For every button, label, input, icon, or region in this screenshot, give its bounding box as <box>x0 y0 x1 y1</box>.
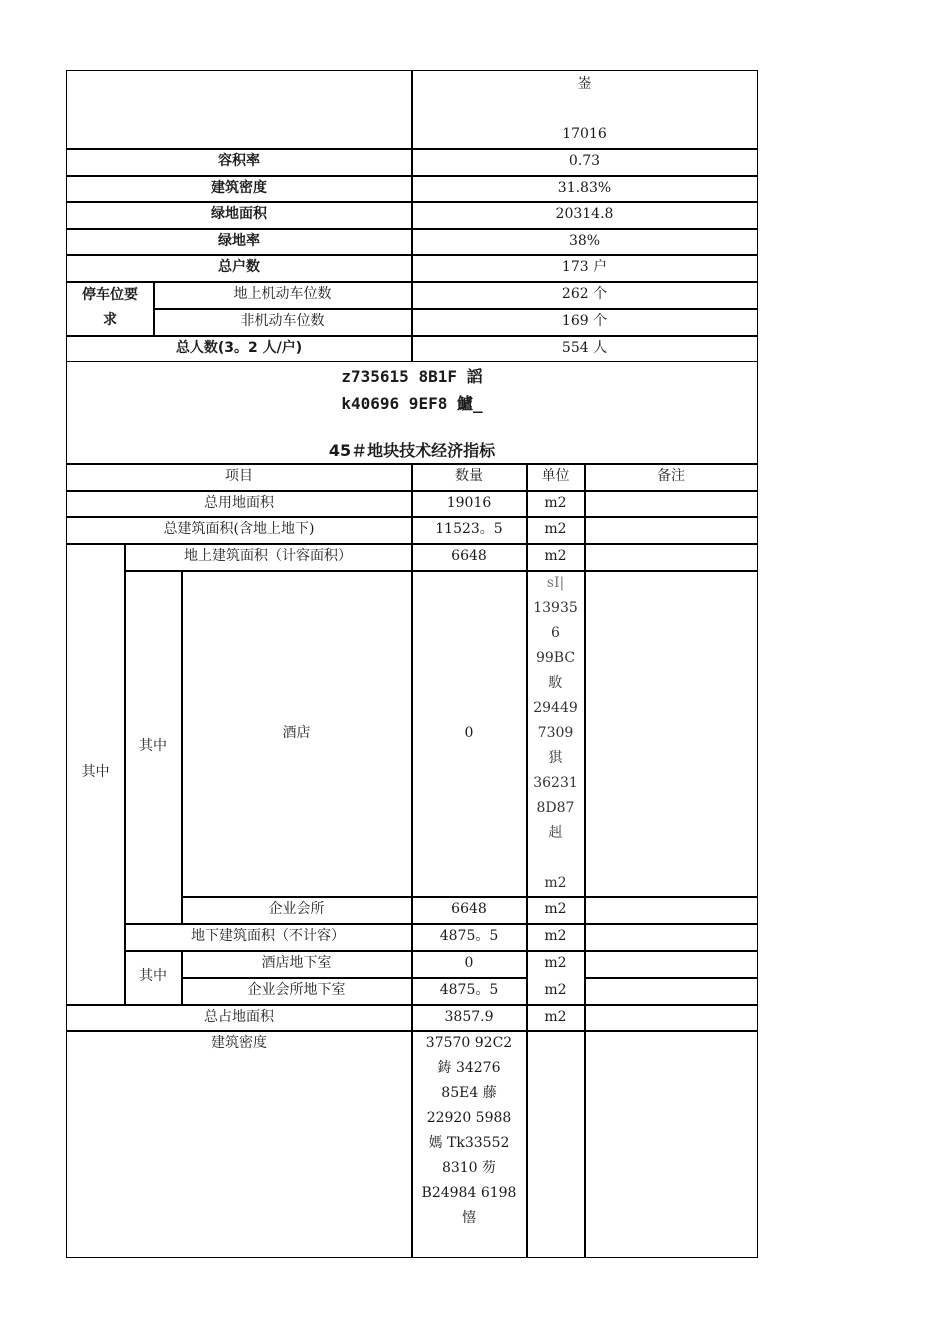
hotel-basement-label: 酒店地下室 <box>261 955 332 971</box>
far-value: 0.73 <box>568 153 601 169</box>
header-right-line: 17016 <box>562 126 607 142</box>
hotel-unit-line: 29449 <box>533 700 578 716</box>
density-label: 建筑密度 <box>211 180 267 196</box>
hotel-unit-line: 8D87 <box>536 800 575 816</box>
motor-parking-label: 地上机动车位数 <box>233 286 332 302</box>
row-line <box>124 570 758 572</box>
nonmotor-parking-value: 169 个 <box>561 313 608 329</box>
parking-group-label-2: 求 <box>103 312 117 328</box>
far-label: 容积率 <box>218 153 260 169</box>
hotel-unit-line: m2 <box>544 875 567 891</box>
green-area-label: 绿地面积 <box>211 206 267 222</box>
hotel-unit-line: 13935 <box>533 600 578 616</box>
group-inner1-divider <box>181 570 183 923</box>
club-value: 6648 <box>451 901 487 917</box>
motor-parking-value: 262 个 <box>561 286 608 302</box>
hotel-basement-unit: m2 <box>544 955 567 971</box>
club-basement-label: 企业会所地下室 <box>247 982 346 998</box>
total-building-unit: m2 <box>544 521 567 537</box>
hotel-unit-line: 6 <box>551 625 560 641</box>
hotel-unit-line: 猉 <box>548 750 563 766</box>
title-garbled-line-1: z735615 8B1F 謟 <box>341 367 483 386</box>
page-title: 45＃地块技术经济指标 <box>328 441 496 460</box>
header-quantity: 数量 <box>455 468 483 484</box>
club-basement-value: 4875。5 <box>439 982 499 998</box>
row-line <box>584 977 758 979</box>
above-ground-unit: m2 <box>544 548 567 564</box>
underground-label: 地下建筑面积（不计容） <box>191 928 345 944</box>
hotel-unit-line: 赳 <box>548 825 563 841</box>
density-value-line: 8310 芴 <box>441 1160 497 1176</box>
total-land-unit: m2 <box>544 495 567 511</box>
density-value-line: B24984 6198 <box>421 1185 517 1201</box>
hotel-unit-line: 7309 <box>537 725 574 741</box>
households-value: 173 户 <box>561 259 608 275</box>
green-rate-value: 38% <box>568 233 601 249</box>
hotel-value: 0 <box>464 725 474 741</box>
header-note: 备注 <box>657 468 685 484</box>
density-value-line: 37570 92C2 <box>425 1035 513 1051</box>
group-inner2-label: 其中 <box>139 968 167 984</box>
club-label: 企业会所 <box>268 901 325 917</box>
underground-value: 4875。5 <box>439 928 499 944</box>
nonmotor-parking-label: 非机动车位数 <box>240 313 325 329</box>
density-value: 31.83% <box>557 180 612 196</box>
header-right-cell <box>412 72 757 147</box>
header-right-line <box>412 97 757 122</box>
above-ground-value: 6648 <box>451 548 487 564</box>
hotel-unit-line: 駇 <box>548 675 563 691</box>
green-area-value: 20314.8 <box>555 206 614 222</box>
density-value-line: 憘 <box>462 1210 476 1226</box>
hotel-unit-line: 36231 <box>533 775 578 791</box>
footprint-value: 3857.9 <box>444 1009 494 1025</box>
hotel-unit-line: sI| <box>546 575 565 591</box>
total-land-label: 总用地面积 <box>204 495 274 511</box>
density-value-line: 鋳 34276 <box>437 1060 501 1076</box>
club-unit: m2 <box>544 901 567 917</box>
group-outer-label: 其中 <box>81 764 110 780</box>
header-item: 项目 <box>225 468 253 484</box>
population-value: 554 人 <box>561 340 608 356</box>
parking-group-label-1: 停车位要 <box>82 287 138 303</box>
hotel-unit-cell <box>527 571 584 896</box>
hotel-unit-line: 99BC <box>535 650 576 666</box>
population-label: 总人数(3。2 人/户) <box>175 340 303 356</box>
total-building-value: 11523。5 <box>435 521 503 537</box>
footprint-unit: m2 <box>544 1009 567 1025</box>
hotel-basement-value: 0 <box>464 955 474 971</box>
total-building-label: 总建筑面积(含地上地下) <box>163 521 315 537</box>
title-text-block <box>67 363 757 464</box>
density-value-line: 22920 5988 <box>426 1110 512 1126</box>
density-value-line: 85E4 藤 <box>441 1085 497 1101</box>
total-land-value: 19016 <box>446 495 492 511</box>
building-density-value-cell <box>412 1031 526 1231</box>
col-divider-note <box>584 463 586 1258</box>
underground-unit: m2 <box>544 928 567 944</box>
households-label: 总户数 <box>218 259 260 275</box>
title-garbled-line-2: k40696 9EF8 鱸_ <box>341 394 483 413</box>
hotel-unit-line <box>527 846 584 871</box>
header-right-line: 崟 <box>577 76 592 92</box>
hotel-label: 酒店 <box>282 725 311 741</box>
header-unit: 单位 <box>541 468 570 484</box>
building-density-label: 建筑密度 <box>211 1035 267 1051</box>
group-inner1-label: 其中 <box>139 738 167 754</box>
footprint-label: 总占地面积 <box>204 1009 274 1025</box>
green-rate-label: 绿地率 <box>218 233 260 249</box>
density-value-line: 媽 Tk33552 <box>428 1135 510 1151</box>
club-basement-unit: m2 <box>544 982 567 998</box>
above-ground-label: 地上建筑面积（计容面积） <box>184 548 352 564</box>
